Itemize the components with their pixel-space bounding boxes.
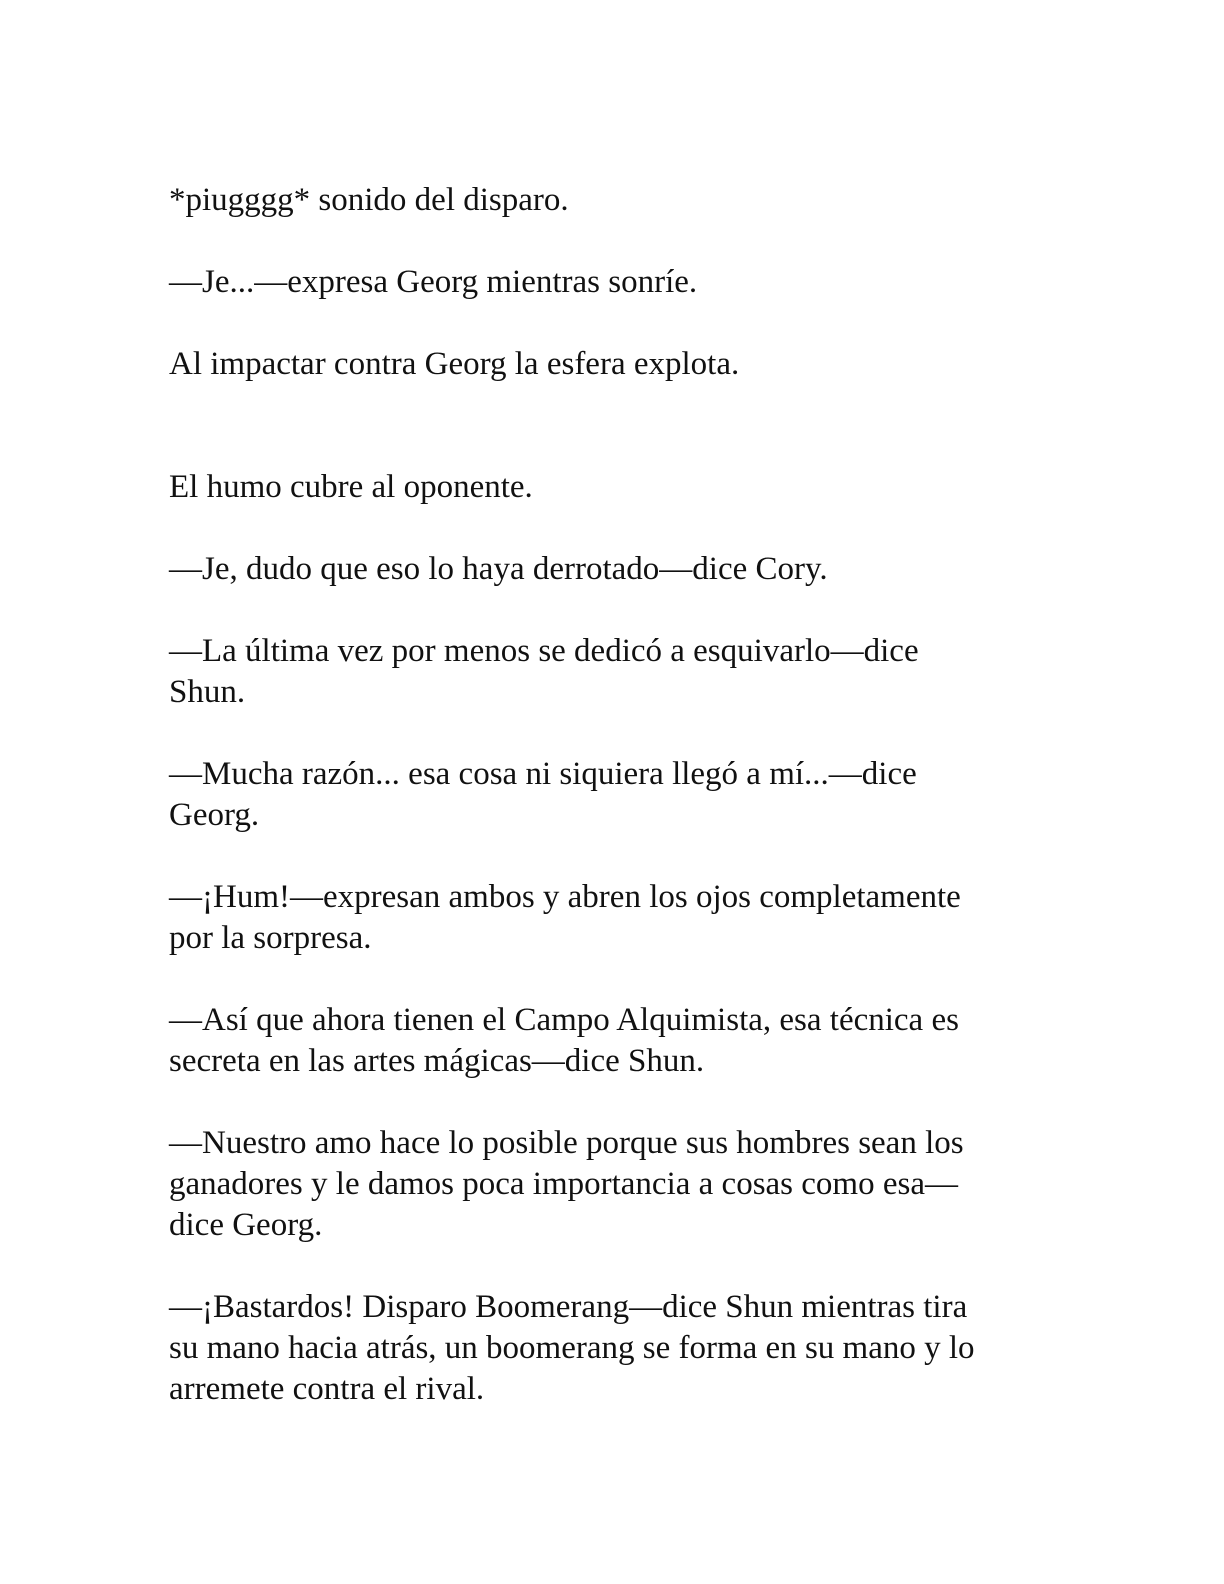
paragraph: —Je...—expresa Georg mientras sonríe. (169, 264, 698, 300)
paragraph: —¡Hum!—expresan ambos y abren los ojos completamente por la sorpresa. (169, 879, 961, 956)
paragraph: El humo cubre al oponente. (169, 469, 533, 505)
paragraph: —La última vez por menos se dedicó a esquivarlo—dice Shun. (169, 633, 919, 710)
paragraph: —Je, dudo que eso lo haya derrotado—dice Cory. (169, 551, 828, 587)
paragraph: —¡Bastardos! Disparo Boomerang—dice Shun mientras tira su mano hacia atrás, un boomerang se forma en su mano y lo arremete contra el rival. (169, 1289, 975, 1407)
document-body (169, 180, 1049, 1451)
paragraph: Al impactar contra Georg la esfera explota. (169, 346, 740, 382)
paragraph: —Nuestro amo hace lo posible porque sus hombres sean los ganadores y le damos poca importancia a cosas como esa— dice Georg. (169, 1125, 964, 1243)
paragraph: —Así que ahora tienen el Campo Alquimista, esa técnica es secreta en las artes mágicas—dice Shun. (169, 1002, 959, 1079)
paragraph: —Mucha razón... esa cosa ni siquiera llegó a mí...—dice Georg. (169, 756, 917, 833)
paragraph: *piugggg* sonido del disparo. (169, 182, 569, 218)
